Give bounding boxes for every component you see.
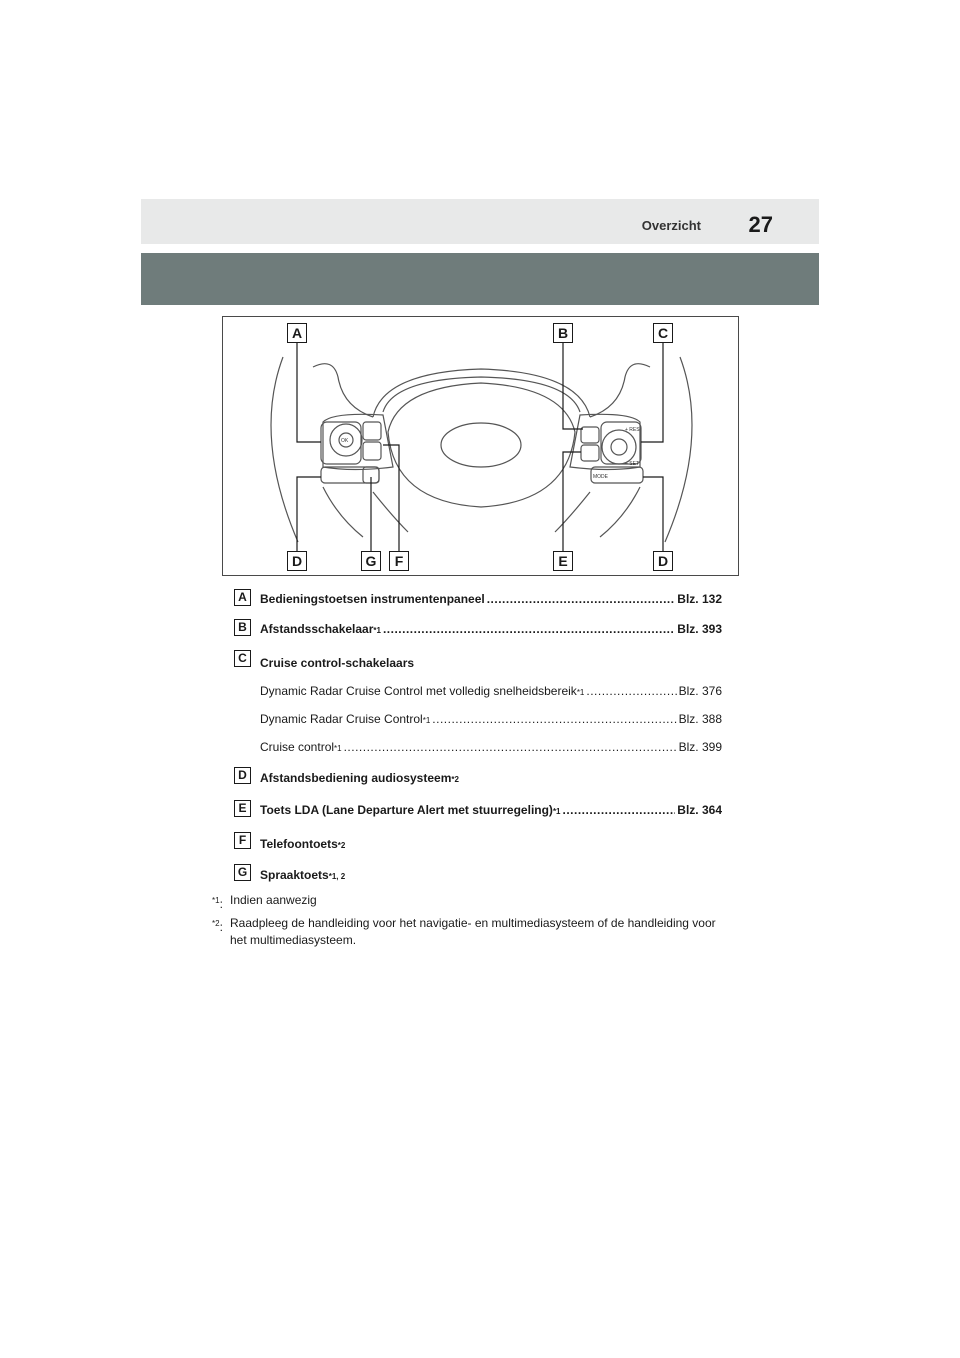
entry-sup: *2 xyxy=(337,841,346,850)
entry-sup: *1 xyxy=(373,626,381,635)
entry-c-sub1 xyxy=(260,684,722,698)
entry-letter-d: D xyxy=(234,767,251,784)
callout-b: B xyxy=(553,323,573,343)
entry-sup: *2 xyxy=(451,775,459,784)
entry-page: Blz. 376 xyxy=(678,684,722,698)
ok-label: OK xyxy=(341,438,349,444)
entry-sup: *1, 2 xyxy=(328,872,346,881)
entry-c-sub2 xyxy=(260,712,722,726)
entry-page: Blz. 364 xyxy=(677,803,722,817)
entry-f xyxy=(260,837,722,851)
mode-label: MODE xyxy=(593,474,608,480)
page-number: 27 xyxy=(748,212,773,237)
entry-sup: *1 xyxy=(552,807,561,816)
entry-page: Blz. 388 xyxy=(678,712,722,726)
footnote-text: Indien aanwezig xyxy=(230,893,317,907)
entry-text: Telefoontoets xyxy=(260,837,338,851)
entry-text: Spraaktoets xyxy=(260,868,329,882)
steering-wheel-drawing xyxy=(223,317,740,577)
entry-d xyxy=(260,771,722,785)
res-label: + RES xyxy=(625,427,640,433)
callout-d-left: D xyxy=(287,551,307,571)
entry-text: Toets LDA (Lane Departure Alert met stuurregeling) xyxy=(260,803,553,817)
entry-c xyxy=(260,656,722,670)
entry-text: Dynamic Radar Cruise Control met volledig snelheidsbereik xyxy=(260,684,577,698)
entry-sup: *1 xyxy=(422,716,431,725)
set-label: − SET xyxy=(625,461,640,467)
entry-page: Blz. 132 xyxy=(677,592,722,606)
entry-a xyxy=(260,592,722,606)
entry-letter-f: F xyxy=(234,832,251,849)
entry-text: Bedieningstoetsen instrumentenpaneel xyxy=(260,592,485,606)
callout-c: C xyxy=(653,323,673,343)
callout-e: E xyxy=(553,551,573,571)
callout-f: F xyxy=(389,551,409,571)
entry-letter-a: A xyxy=(234,589,251,606)
entry-letter-g: G xyxy=(234,864,251,881)
entry-sup: *1 xyxy=(576,688,585,697)
steering-wheel-figure xyxy=(222,316,739,576)
callout-d-right: D xyxy=(653,551,673,571)
footnote-mark: *2 xyxy=(212,919,220,928)
leader-dots xyxy=(432,712,676,726)
footnote-mark: *1 xyxy=(212,896,220,905)
entry-letter-c: C xyxy=(234,650,251,667)
page-header xyxy=(141,199,819,244)
chapter-banner xyxy=(141,253,819,305)
footnote-1: $^{*1}$: Indien aanwezig xyxy=(212,892,732,909)
entry-letter-b: B xyxy=(234,619,251,636)
leader-dots xyxy=(487,592,676,606)
footnote-text: Raadpleeg de handleiding voor het navigatie- en multimediasysteem of de handleiding voor het multimediasysteem. xyxy=(230,916,716,947)
entry-page: Blz. 399 xyxy=(678,740,722,754)
entry-sup: *1 xyxy=(334,744,342,753)
leader-dots xyxy=(383,622,675,636)
entry-text: Afstandsschakelaar xyxy=(260,622,374,636)
section-title: Overzicht xyxy=(641,218,701,233)
entry-c-sub3 xyxy=(260,740,722,754)
entry-text: Cruise control xyxy=(260,740,335,754)
entry-b xyxy=(260,622,722,636)
entry-e xyxy=(260,803,722,817)
leader-dots xyxy=(344,740,677,754)
entry-g xyxy=(260,868,722,882)
entry-text: Cruise control-schakelaars xyxy=(260,656,415,670)
entry-text: Afstandsbediening audiosysteem xyxy=(260,771,452,785)
entry-page: Blz. 393 xyxy=(677,622,722,636)
leader-dots xyxy=(586,684,676,698)
leader-dots xyxy=(563,803,676,817)
callout-a: A xyxy=(287,323,307,343)
entry-letter-e: E xyxy=(234,800,251,817)
entry-text: Dynamic Radar Cruise Control xyxy=(260,712,423,726)
callout-g: G xyxy=(361,551,381,571)
footnote-2: $^{*2}$: Raadpleeg de handleiding voor het navigatie- en multimediasysteem of de handleiding voor het multimediasysteem. xyxy=(212,915,732,949)
